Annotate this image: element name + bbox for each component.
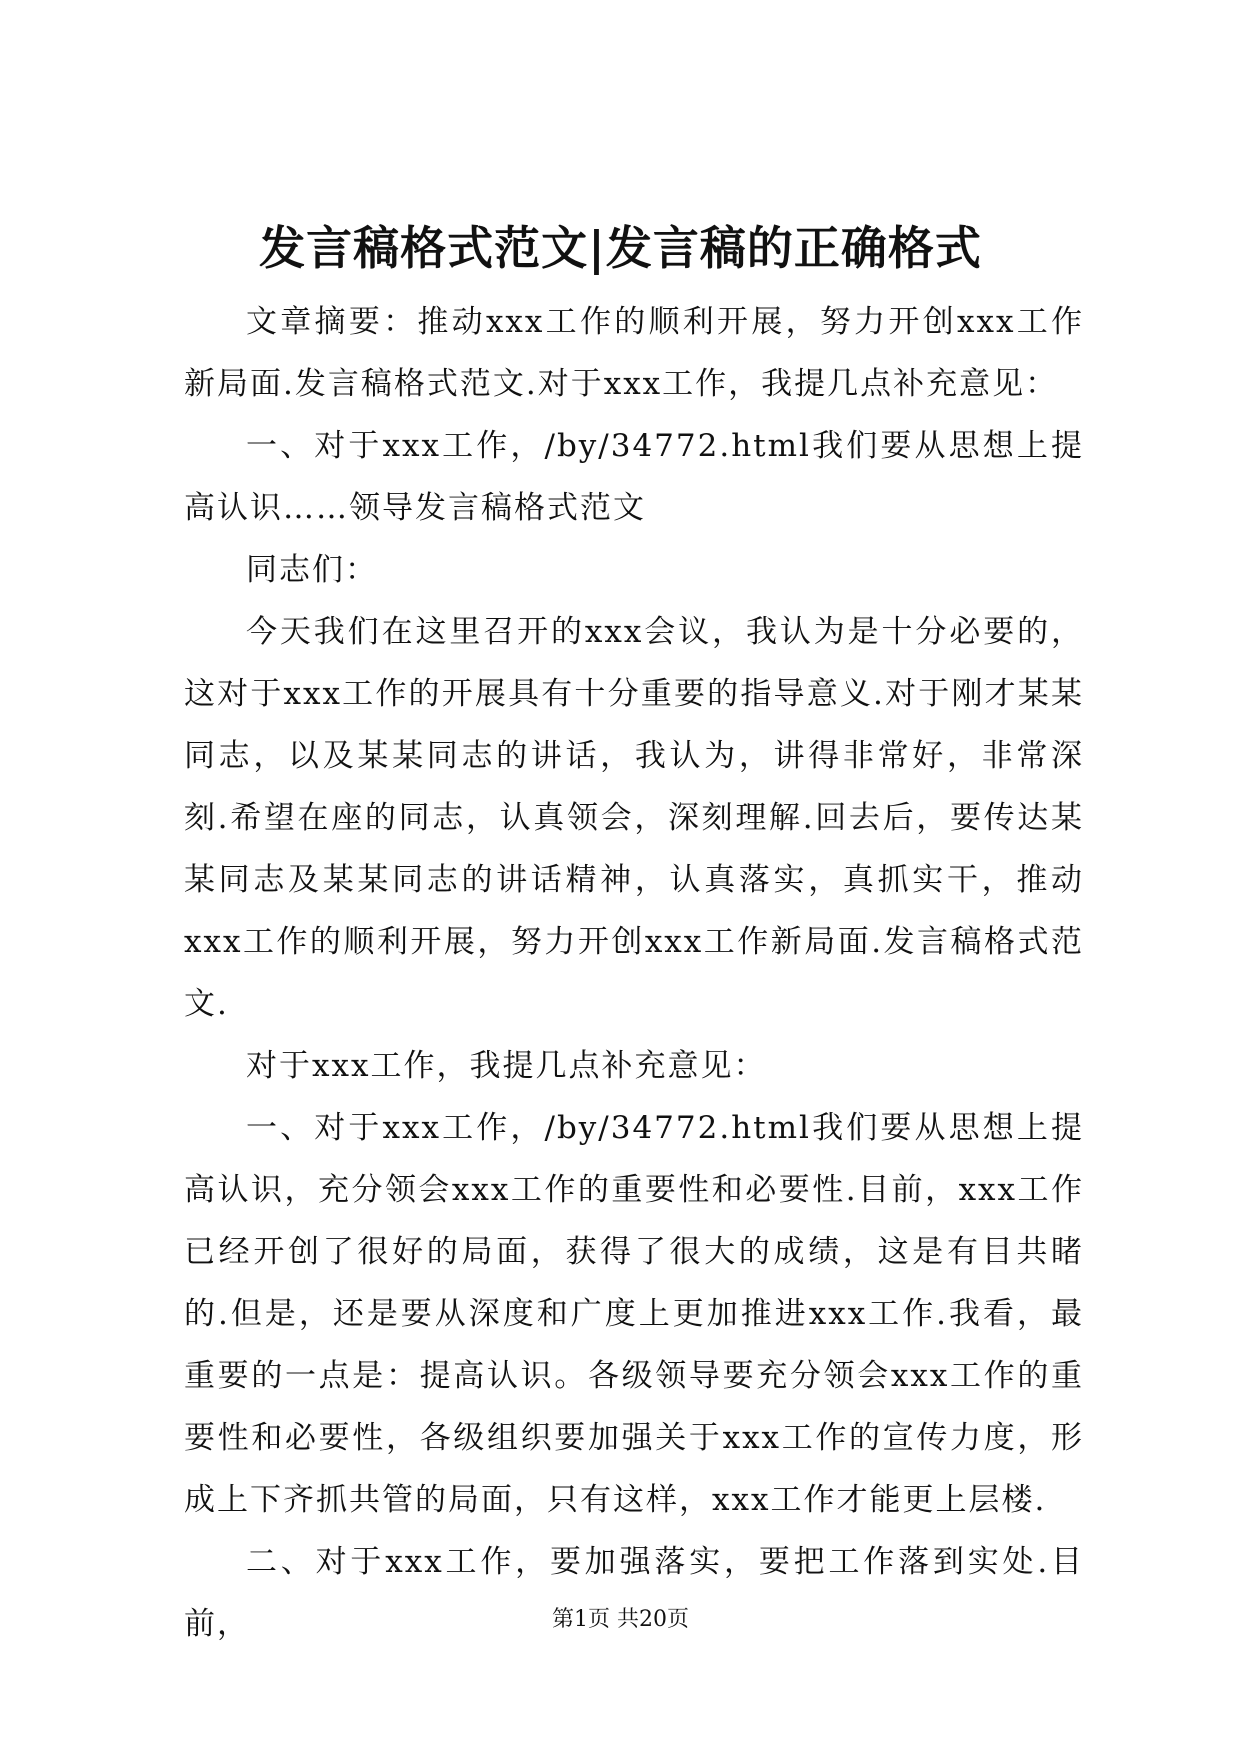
page-footer: 第1页 共20页: [552, 1607, 689, 1632]
document-body: [184, 291, 1084, 1655]
paragraph-abstract-point: 一、对于xxx工作，/by/34772.html我们要从思想上提高认识……领导发言稿格式范文: [184, 428, 1084, 526]
paragraph-point-two: 二、对于xxx工作，要加强落实，要把工作落到实处.目前，: [184, 1544, 1084, 1642]
paragraph-salutation: 同志们：: [246, 552, 378, 588]
paragraph-abstract: 文章摘要：推动xxx工作的顺利开展，努力开创xxx工作新局面.发言稿格式范文.对于xxx工作，我提几点补充意见：: [184, 304, 1084, 402]
paragraph-point-one: 一、对于xxx工作，/by/34772.html我们要从思想上提高认识，充分领会xxx工作的重要性和必要性.目前，xxx工作已经开创了很好的局面，获得了很大的成绩，这是有目共睹的.但是，还是要从深度和广度上更加推进xxx工作.我看，最重要的一点是：提高认识。各级领导要充分领会xxx工作的重要性和必要性，各级组织要加强关于xxx工作的宣传力度，形成上下齐抓共管的局面，只有这样，xxx工作才能更上层楼.: [184, 1110, 1084, 1518]
document-title: 发言稿格式范文|发言稿的正确格式: [259, 221, 982, 275]
paragraph-intro-points: 对于xxx工作，我提几点补充意见：: [246, 1048, 767, 1084]
paragraph-opening: 今天我们在这里召开的xxx会议，我认为是十分必要的，这对于xxx工作的开展具有十分重要的指导意义.对于刚才某某同志，以及某某同志的讲话，我认为，讲得非常好，非常深刻.希望在座的同志，认真领会，深刻理解.回去后，要传达某某同志及某某同志的讲话精神，认真落实，真抓实干，推动xxx工作的顺利开展，努力开创xxx工作新局面.发言稿格式范文.: [184, 614, 1084, 1022]
